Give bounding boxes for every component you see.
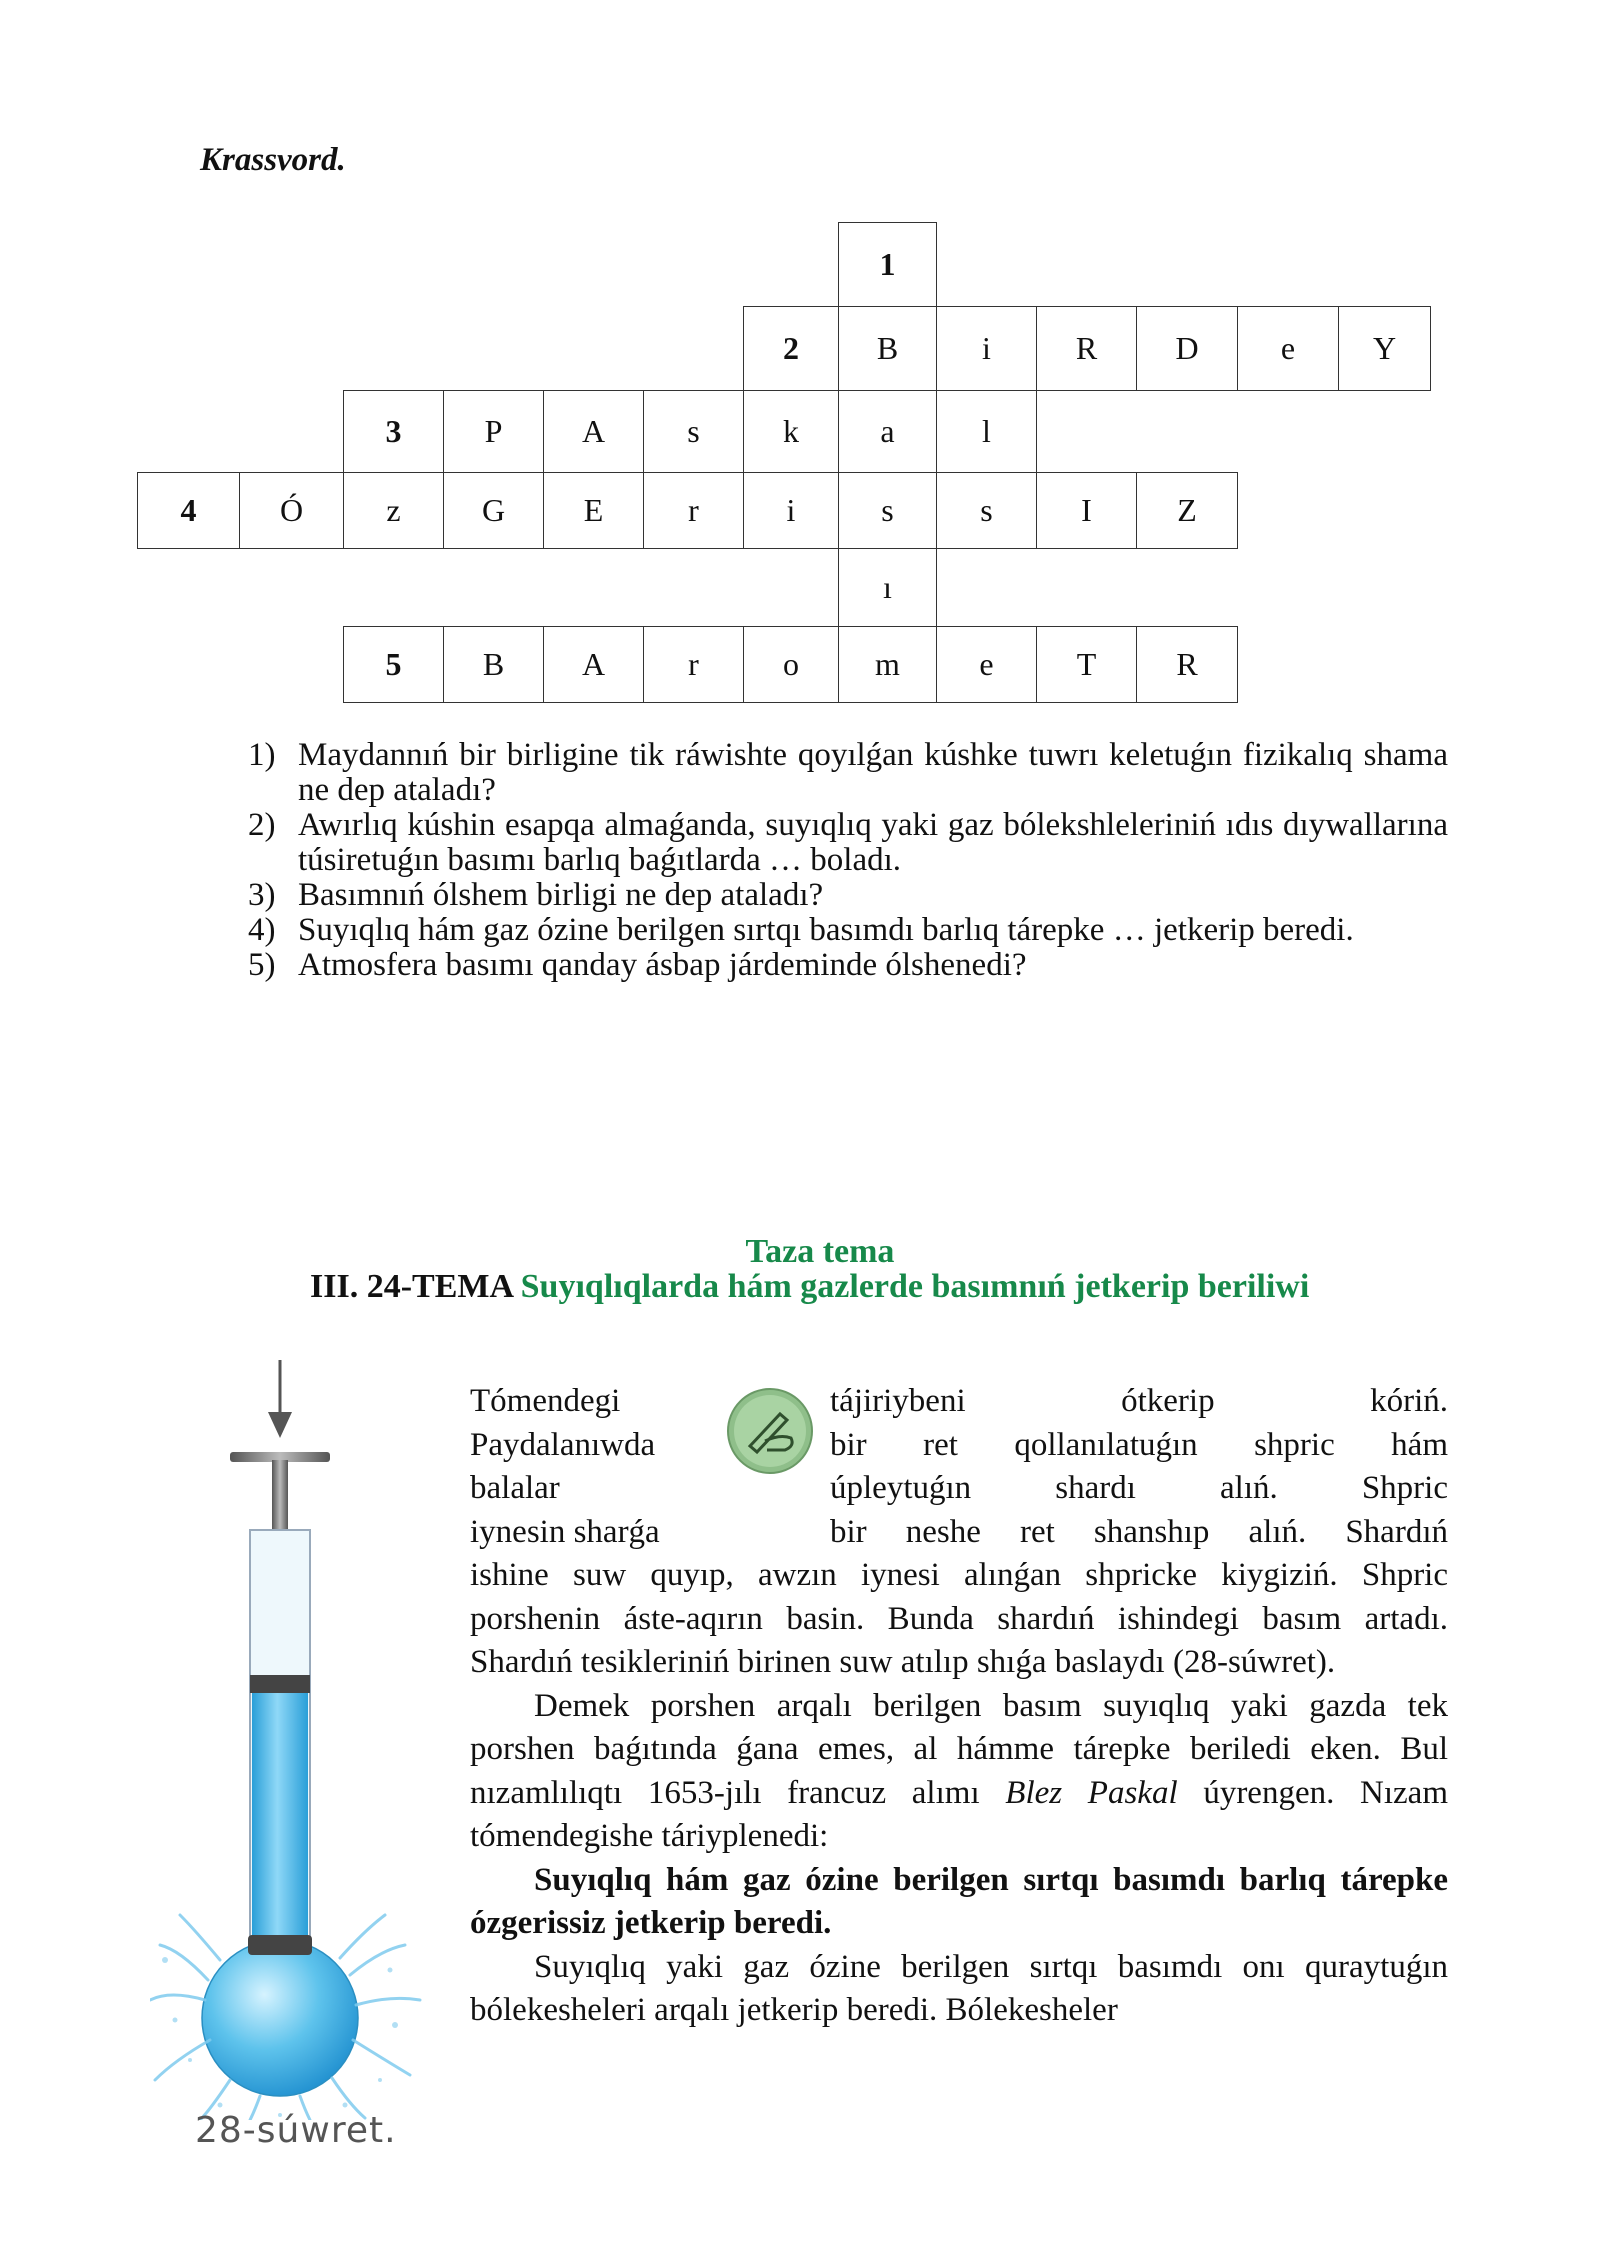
sphere-neck — [248, 1935, 312, 1955]
crossword-letter-cell: I — [1036, 472, 1137, 549]
crossword-letter-cell: B — [443, 626, 544, 703]
crossword-letter-cell: m — [838, 626, 937, 703]
question-text: Suyıqlıq hám gaz ózine berilgen sırtqı basımdı barlıq tárepke … jetkerip beredi. — [298, 912, 1354, 948]
figure-caption: 28-súwret. — [195, 2110, 397, 2151]
crossword-letter-cell: i — [743, 472, 839, 549]
new-topic-heading: Taza tema — [745, 1233, 895, 1270]
question-item: 4) Suyıqlıq hám gaz ózine berilgen sırtqı basımdı barlıq tárepke … jetkerip beredi. — [248, 913, 1448, 948]
paragraph: Suyıqlıq yaki gaz ózine berilgen sırtqı basımdı onı quraytuǵın bólekesheleri arqalı jetkerip beredi. Bólekesheler — [470, 1948, 1448, 2028]
crossword-letter-cell: s — [838, 472, 937, 549]
topic-heading — [310, 1268, 1309, 1306]
crossword-letter-cell: P — [443, 390, 544, 473]
crossword-letter-cell: i — [936, 306, 1037, 391]
question-item: 5) Atmosfera basımı qanday ásbap járdeminde ólshenedi? — [248, 948, 1448, 983]
crossword-letter-cell: Ó — [239, 472, 344, 549]
pencil-hand-icon — [725, 1386, 815, 1476]
piston — [250, 1675, 310, 1693]
crossword-number-cell: 5 — [343, 626, 444, 703]
crossword-letter-cell: ı — [838, 548, 937, 627]
question-text: Basımnıń ólshem birligi ne dep ataladı? — [298, 877, 824, 913]
crossword-letter-cell: D — [1136, 306, 1238, 391]
crossword-letter-cell: B — [838, 306, 937, 391]
crossword-letter-cell: l — [936, 390, 1037, 473]
scientist-name: Blez Paskal — [1005, 1774, 1178, 1811]
pascal-law-statement: Suyıqlıq hám gaz ózine berilgen sırtqı basımdı barlıq tárepke ózgerissiz jetkerip beredi. — [470, 1861, 1448, 1941]
topic-number: III. 24-TEMA — [310, 1268, 513, 1305]
arrow-down-icon — [268, 1360, 292, 1438]
question-item: 2) Awırlıq kúshin esapqa almaǵanda, suyıqlıq yaki gaz bólekshleleriniń ıdıs dıywallarına túsiretuǵın basımı barlıq baǵıtlarda … boladı. — [248, 807, 1448, 878]
crossword-letter-cell: r — [643, 472, 744, 549]
question-text: Maydannıń bir birligine tik ráwishte qoyılǵan kúshke tuwrı keletuǵın fizikalıq shama ne dep ataladı? — [298, 737, 1448, 808]
crossword-letter-cell: E — [543, 472, 644, 549]
crossword-letter-cell: o — [743, 626, 839, 703]
water-column — [252, 1690, 308, 1948]
question-item: 1) Maydannıń bir birligine tik ráwishte qoyılǵan kúshke tuwrı keletuǵın fizikalıq shama ne dep ataladı? — [248, 737, 1448, 808]
question-item: 3) Basımnıń ólshem birligi ne dep ataladı? — [248, 878, 1448, 913]
crossword-number-cell: 3 — [343, 390, 444, 473]
crossword-letter-cell: A — [543, 390, 644, 473]
crossword-letter-cell: e — [936, 626, 1037, 703]
paragraph: ishine suw quyıp, awzın iynesi alınǵan shpricke kiygiziń. Shpric porshenin áste-aqırın basin. Bunda shardıń ishindegi basım artadı. Shardıń tesikleriniń birinen suw atılıp shıǵa baslaydı (28-súwret). — [470, 1557, 1448, 1680]
crossword-letter-cell: a — [838, 390, 937, 473]
crossword-letter-cell: s — [643, 390, 744, 473]
water-sphere — [202, 1940, 358, 2096]
crossword-letter-cell: Y — [1338, 306, 1431, 391]
syringe-sphere-illustration — [150, 1360, 430, 2160]
crossword-letter-cell: A — [543, 626, 644, 703]
paragraph: Demek porshen arqalı berilgen basım suyıqlıq yaki gazda tek porshen baǵıtında ǵana emes, al hámme tárepke beriledi eken. Bul nızamlılıqtı 1653-jılı francuz alımı Blez Paskal úyrengen. Nızam tómendegishe táriyplenedi: — [470, 1687, 1448, 1854]
pascal-ball-figure — [150, 1360, 430, 2120]
crossword-letter-cell: G — [443, 472, 544, 549]
crossword-number-cell: 1 — [838, 222, 937, 307]
crossword-letter-cell: r — [643, 626, 744, 703]
question-list — [248, 738, 1448, 983]
question-text: Atmosfera basımı qanday ásbap járdeminde ólshenedi? — [298, 947, 1027, 983]
crossword-letter-cell: Z — [1136, 472, 1238, 549]
main-text — [470, 1380, 1448, 2033]
crossword-number-cell: 2 — [743, 306, 839, 391]
crossword-letter-cell: R — [1136, 626, 1238, 703]
crossword-letter-cell: T — [1036, 626, 1137, 703]
crossword-letter-cell: e — [1237, 306, 1339, 391]
question-text: Awırlıq kúshin esapqa almaǵanda, suyıqlıq yaki gaz bólekshleleriniń ıdıs dıywallarına túsiretuǵın basımı barlıq baǵıtlarda … boladı. — [298, 807, 1448, 878]
intro-block: Tómendegi Paydalanıwda balalar iynesin sharǵa tájiriybeni ótkerip kóriń. bir ret qollanılatuǵın shpric hám úpleytuǵın shardı alıń. Shpric bir neshe ret shanshıp alıń. Shardıń — [470, 1383, 1448, 1550]
crossword-letter-cell: R — [1036, 306, 1137, 391]
crossword-number-cell: 4 — [137, 472, 240, 549]
topic-title: Suyıqlıqlarda hám gazlerde basımnıń jetkerip beriliwi — [520, 1268, 1310, 1305]
crossword-letter-cell: k — [743, 390, 839, 473]
crossword-letter-cell: z — [343, 472, 444, 549]
page-title: Krassvord. — [200, 142, 346, 178]
crossword-letter-cell: s — [936, 472, 1037, 549]
